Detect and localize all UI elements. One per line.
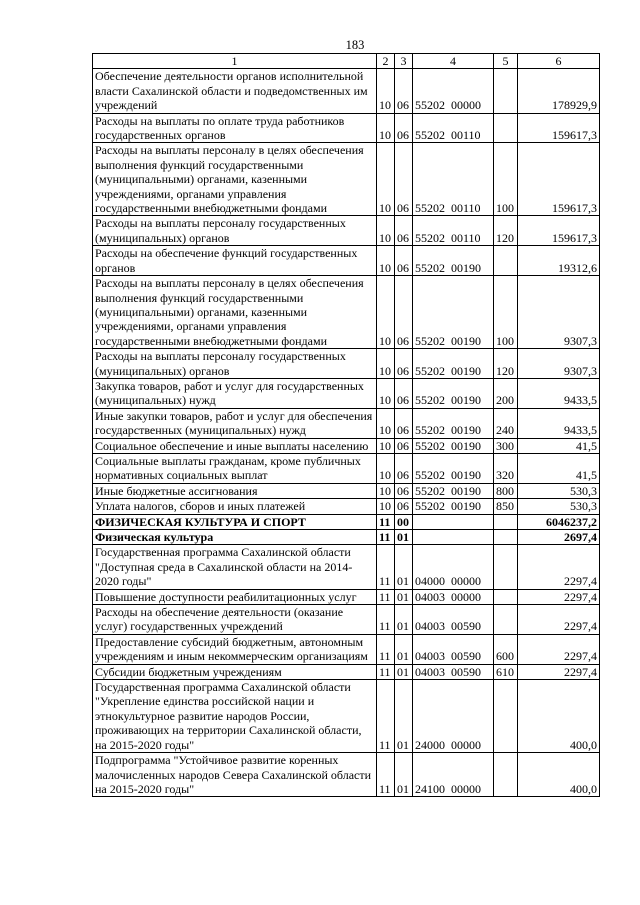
row-target-program: 04003 (415, 649, 445, 664)
row-amount: 2297,4 (518, 545, 600, 589)
row-section: 10 (377, 453, 395, 483)
row-amount: 9433,5 (518, 408, 600, 438)
row-target-article (413, 499, 494, 514)
row-name: Расходы на выплаты персоналу государственных (муниципальных) органов (93, 349, 377, 379)
row-name: Иные закупки товаров, работ и услуг для обеспечения государственных (муниципальных) нужд (93, 408, 377, 438)
row-name: Расходы на выплаты персоналу в целях обеспечения выполнения функций государственными (муниципальными) органами, казенными учреждениями, органами управления государственными внебюджетными фондами (93, 143, 377, 216)
row-amount: 530,3 (518, 499, 600, 514)
row-amount: 159617,3 (518, 113, 600, 143)
row-target-program: 04000 (415, 574, 445, 589)
row-subsection: 06 (395, 483, 413, 498)
row-section: 10 (377, 216, 395, 246)
row-amount: 2697,4 (518, 530, 600, 545)
table-row (93, 438, 600, 453)
row-target-program: 24100 (415, 781, 445, 796)
page-number: 183 (345, 38, 365, 52)
table-row (93, 589, 600, 604)
row-expense-type (494, 113, 518, 143)
row-section: 11 (377, 664, 395, 679)
row-amount: 41,5 (518, 453, 600, 483)
row-target-program: 04003 (415, 589, 445, 604)
row-target-article (413, 664, 494, 679)
row-expense-type (494, 246, 518, 276)
row-subsection: 01 (395, 605, 413, 635)
table-row (93, 408, 600, 438)
table-row (93, 680, 600, 753)
row-name: Иные бюджетные ассигнования (93, 483, 377, 498)
row-target-article (413, 276, 494, 349)
row-section: 10 (377, 246, 395, 276)
row-name: Физическая культура (93, 530, 377, 545)
table-row (93, 634, 600, 664)
row-target-direction: 00110 (451, 201, 481, 216)
row-target-program: 55202 (415, 260, 445, 275)
row-name: Предоставление субсидий бюджетным, автономным учреждениям и иным некоммерческим организациям (93, 634, 377, 664)
table-row (93, 143, 600, 216)
row-section: 11 (377, 634, 395, 664)
row-target-article (413, 753, 494, 797)
row-target-direction: 00000 (451, 589, 481, 604)
row-name: Субсидии бюджетным учреждениям (93, 664, 377, 679)
row-target-direction: 00000 (451, 781, 481, 796)
row-expense-type (494, 680, 518, 753)
row-amount: 2297,4 (518, 589, 600, 604)
row-target-direction: 00190 (451, 483, 481, 498)
row-name: Расходы на выплаты персоналу в целях обеспечения выполнения функций государственными (муниципальными) органами, казенными учреждениями, органами управления государственными внебюджетными фондами (93, 276, 377, 349)
row-target-article (413, 453, 494, 483)
row-expense-type (494, 530, 518, 545)
row-expense-type: 610 (494, 664, 518, 679)
row-subsection: 06 (395, 246, 413, 276)
row-expense-type: 800 (494, 483, 518, 498)
row-name: Государственная программа Сахалинской области "Укрепление единства российской нации и этнокультурное развитие народов России, проживающих на территории Сахалинской области, на 2015-2020 годы" (93, 680, 377, 753)
table-body (93, 69, 600, 797)
budget-table (92, 53, 600, 797)
row-subsection: 06 (395, 408, 413, 438)
table-row (93, 216, 600, 246)
row-expense-type: 120 (494, 349, 518, 379)
row-expense-type (494, 753, 518, 797)
row-expense-type: 300 (494, 438, 518, 453)
column-header-name: 1 (93, 54, 377, 69)
row-target-direction: 00000 (451, 98, 481, 113)
row-amount: 2297,4 (518, 664, 600, 679)
row-subsection: 06 (395, 69, 413, 113)
row-subsection: 06 (395, 349, 413, 379)
row-section: 10 (377, 276, 395, 349)
row-section: 10 (377, 143, 395, 216)
row-amount: 9307,3 (518, 276, 600, 349)
row-target-program: 55202 (415, 438, 445, 453)
row-expense-type (494, 605, 518, 635)
row-subsection: 06 (395, 113, 413, 143)
table-row (93, 378, 600, 408)
column-header-target-article: 4 (413, 54, 494, 69)
table-row (93, 545, 600, 589)
row-name: Подпрограмма "Устойчивое развитие коренных малочисленных народов Севера Сахалинской области на 2015-2020 годы" (93, 753, 377, 797)
row-section: 11 (377, 753, 395, 797)
row-expense-type: 850 (494, 499, 518, 514)
row-target-direction: 00590 (451, 619, 481, 634)
table-header (93, 54, 600, 69)
row-target-direction: 00190 (451, 423, 481, 438)
row-name: Повышение доступности реабилитационных услуг (93, 589, 377, 604)
row-target-article (413, 545, 494, 589)
row-subsection: 01 (395, 753, 413, 797)
row-section: 11 (377, 530, 395, 545)
row-expense-type: 100 (494, 276, 518, 349)
row-subsection: 06 (395, 438, 413, 453)
row-target-direction: 00000 (451, 574, 481, 589)
table-row (93, 605, 600, 635)
table-row (93, 530, 600, 545)
row-target-article (413, 216, 494, 246)
row-target-program: 04003 (415, 619, 445, 634)
row-target-direction: 00190 (451, 499, 481, 514)
row-target-article (413, 246, 494, 276)
row-amount: 159617,3 (518, 216, 600, 246)
row-expense-type: 100 (494, 143, 518, 216)
row-subsection: 01 (395, 634, 413, 664)
row-section: 10 (377, 113, 395, 143)
row-name: Уплата налогов, сборов и иных платежей (93, 499, 377, 514)
table-row (93, 276, 600, 349)
row-section: 11 (377, 545, 395, 589)
table-row (93, 483, 600, 498)
row-target-program: 24000 (415, 737, 445, 752)
row-target-direction: 00590 (451, 649, 481, 664)
row-expense-type: 600 (494, 634, 518, 664)
row-name: Закупка товаров, работ и услуг для государственных (муниципальных) нужд (93, 378, 377, 408)
row-target-direction: 00590 (451, 664, 481, 679)
row-target-article (413, 514, 494, 529)
row-target-direction: 00110 (451, 230, 481, 245)
row-target-article (413, 680, 494, 753)
row-expense-type (494, 589, 518, 604)
row-name: Обеспечение деятельности органов исполнительной власти Сахалинской области и подведомственных им учреждений (93, 69, 377, 113)
row-target-article (413, 143, 494, 216)
row-subsection: 01 (395, 545, 413, 589)
row-target-program: 55202 (415, 201, 445, 216)
row-target-article (413, 438, 494, 453)
row-target-article (413, 634, 494, 664)
table-row (93, 69, 600, 113)
row-expense-type: 120 (494, 216, 518, 246)
row-target-program: 55202 (415, 128, 445, 143)
row-target-article (413, 113, 494, 143)
column-header-section: 2 (377, 54, 395, 69)
row-expense-type: 320 (494, 453, 518, 483)
row-amount: 9307,3 (518, 349, 600, 379)
row-subsection: 06 (395, 378, 413, 408)
row-amount: 41,5 (518, 438, 600, 453)
row-target-direction: 00110 (451, 128, 481, 143)
row-section: 10 (377, 69, 395, 113)
row-target-article (413, 69, 494, 113)
row-target-program: 55202 (415, 468, 445, 483)
column-header-expense-type: 5 (494, 54, 518, 69)
row-subsection: 06 (395, 453, 413, 483)
row-target-program: 55202 (415, 483, 445, 498)
row-subsection: 01 (395, 664, 413, 679)
header-row (93, 54, 600, 69)
row-amount: 2297,4 (518, 634, 600, 664)
row-section: 10 (377, 499, 395, 514)
row-amount: 2297,4 (518, 605, 600, 635)
row-amount: 400,0 (518, 680, 600, 753)
row-section: 10 (377, 349, 395, 379)
row-target-direction: 00190 (451, 438, 481, 453)
table-row (93, 453, 600, 483)
row-target-article (413, 589, 494, 604)
row-name: ФИЗИЧЕСКАЯ КУЛЬТУРА И СПОРТ (93, 514, 377, 529)
row-name: Расходы на выплаты по оплате труда работников государственных органов (93, 113, 377, 143)
row-name: Расходы на обеспечение деятельности (оказание услуг) государственных учреждений (93, 605, 377, 635)
row-target-program: 55202 (415, 230, 445, 245)
row-amount: 400,0 (518, 753, 600, 797)
row-section: 11 (377, 589, 395, 604)
row-subsection: 06 (395, 276, 413, 349)
row-expense-type (494, 514, 518, 529)
row-name: Расходы на обеспечение функций государственных органов (93, 246, 377, 276)
table-row (93, 499, 600, 514)
row-section: 10 (377, 438, 395, 453)
row-target-program: 04003 (415, 664, 445, 679)
row-target-direction: 00190 (451, 260, 481, 275)
row-subsection: 06 (395, 499, 413, 514)
row-expense-type: 240 (494, 408, 518, 438)
row-section: 11 (377, 605, 395, 635)
row-target-article (413, 483, 494, 498)
table-row (93, 664, 600, 679)
row-expense-type: 200 (494, 378, 518, 408)
row-amount: 6046237,2 (518, 514, 600, 529)
row-subsection: 06 (395, 216, 413, 246)
row-subsection: 01 (395, 530, 413, 545)
row-amount: 178929,9 (518, 69, 600, 113)
row-target-direction: 00190 (451, 363, 481, 378)
row-name: Государственная программа Сахалинской области "Доступная среда в Сахалинской области на 2014-2020 годы" (93, 545, 377, 589)
row-amount: 19312,6 (518, 246, 600, 276)
row-subsection: 06 (395, 143, 413, 216)
row-subsection: 00 (395, 514, 413, 529)
row-amount: 9433,5 (518, 378, 600, 408)
row-name: Социальные выплаты гражданам, кроме публичных нормативных социальных выплат (93, 453, 377, 483)
table-row (93, 349, 600, 379)
row-target-program: 55202 (415, 423, 445, 438)
row-target-article (413, 349, 494, 379)
row-amount: 159617,3 (518, 143, 600, 216)
column-header-amount: 6 (518, 54, 600, 69)
row-section: 10 (377, 378, 395, 408)
row-section: 11 (377, 514, 395, 529)
row-target-program: 55202 (415, 333, 445, 348)
row-section: 11 (377, 680, 395, 753)
row-target-direction: 00190 (451, 333, 481, 348)
row-subsection: 01 (395, 680, 413, 753)
row-amount: 530,3 (518, 483, 600, 498)
table-row (93, 246, 600, 276)
table-row (93, 514, 600, 529)
table-row (93, 113, 600, 143)
row-section: 10 (377, 483, 395, 498)
row-target-program: 55202 (415, 363, 445, 378)
row-target-article (413, 530, 494, 545)
row-subsection: 01 (395, 589, 413, 604)
row-target-direction: 00190 (451, 393, 481, 408)
row-target-direction: 00000 (451, 737, 481, 752)
row-expense-type (494, 545, 518, 589)
row-section: 10 (377, 408, 395, 438)
row-expense-type (494, 69, 518, 113)
row-name: Расходы на выплаты персоналу государственных (муниципальных) органов (93, 216, 377, 246)
row-target-article (413, 605, 494, 635)
row-target-program: 55202 (415, 98, 445, 113)
row-target-program: 55202 (415, 393, 445, 408)
row-target-article (413, 408, 494, 438)
row-target-article (413, 378, 494, 408)
table-row (93, 753, 600, 797)
row-target-program: 55202 (415, 499, 445, 514)
row-name: Социальное обеспечение и иные выплаты населению (93, 438, 377, 453)
row-target-direction: 00190 (451, 468, 481, 483)
column-header-subsection: 3 (395, 54, 413, 69)
